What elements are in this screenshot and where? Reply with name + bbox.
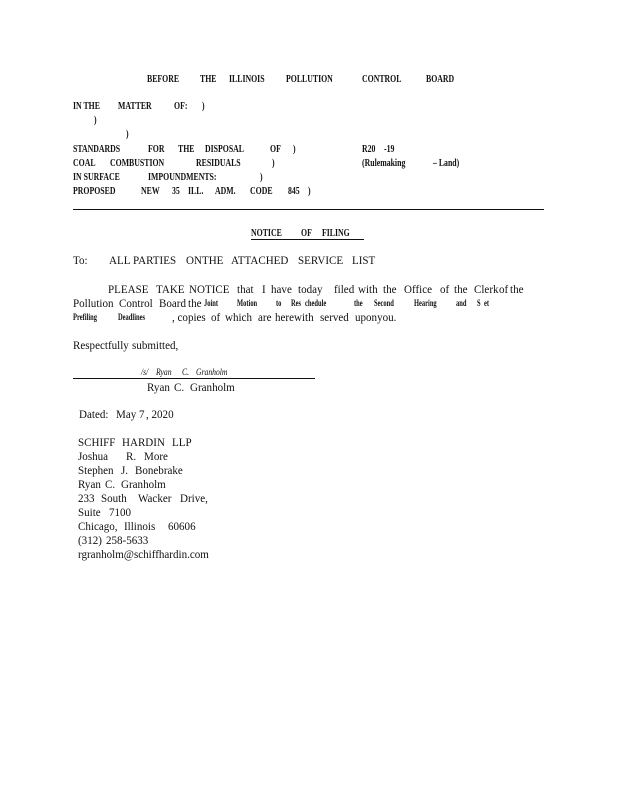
para-word: TAKE bbox=[156, 282, 185, 296]
heading-underline bbox=[251, 239, 364, 240]
document-title-word: chedule bbox=[305, 298, 327, 308]
firm-word: 7100 bbox=[109, 505, 132, 519]
document-title-word: and bbox=[456, 298, 467, 308]
heading-word: NOTICE bbox=[251, 228, 282, 239]
caption-paren: ) bbox=[94, 115, 97, 126]
firm-word: Drive, bbox=[180, 491, 208, 505]
title-word: CONTROL bbox=[362, 74, 402, 85]
firm-word: HARDIN bbox=[122, 435, 165, 449]
para-word: the bbox=[188, 296, 202, 310]
caption-text: IN SURFACE bbox=[73, 172, 120, 183]
firm-word: Chicago, bbox=[78, 519, 118, 533]
para-word: I bbox=[262, 282, 266, 296]
firm-word: Stephen bbox=[78, 463, 114, 477]
heading-word: OF bbox=[301, 228, 312, 239]
firm-word: Illinois bbox=[124, 519, 156, 533]
para-word: Board bbox=[159, 296, 186, 310]
electronic-signature: Granholm bbox=[196, 367, 228, 377]
para-word: uponyou. bbox=[355, 310, 397, 324]
date-label: Dated: bbox=[79, 407, 109, 421]
caption-text: OF bbox=[270, 144, 281, 155]
caption-text: COMBUSTION bbox=[110, 158, 165, 169]
firm-word: (312) bbox=[78, 533, 102, 547]
caption-text: MATTER bbox=[118, 101, 152, 112]
para-word: of bbox=[211, 310, 221, 324]
para-word: PLEASE bbox=[108, 282, 149, 296]
title-word: POLLUTION bbox=[286, 74, 333, 85]
caption-text: COAL bbox=[73, 158, 96, 169]
para-word: Clerk bbox=[474, 282, 499, 296]
firm-word: J. bbox=[121, 463, 129, 477]
para-word: Pollution bbox=[73, 296, 114, 310]
document-title-word: Hearing bbox=[414, 298, 437, 308]
para-word: Office bbox=[404, 282, 433, 296]
firm-word: Bonebrake bbox=[135, 463, 183, 477]
para-word: herewith bbox=[275, 310, 314, 324]
caption-text: NEW bbox=[141, 186, 160, 197]
docket-number: -19 bbox=[384, 144, 395, 155]
docket-type: (Rulemaking bbox=[362, 158, 406, 169]
document-title-word: Motion bbox=[237, 298, 258, 308]
para-word: Control bbox=[119, 296, 153, 310]
to-word: ONTHE bbox=[186, 253, 224, 267]
signature-line bbox=[73, 378, 315, 379]
electronic-signature: C. bbox=[182, 367, 190, 377]
firm-word: Granholm bbox=[121, 477, 166, 491]
firm-word: 258-5633 bbox=[106, 533, 149, 547]
title-word: THE bbox=[200, 74, 217, 85]
para-word: served bbox=[320, 310, 349, 324]
caption-paren: ) bbox=[126, 129, 129, 140]
caption-paren: ) bbox=[293, 144, 296, 155]
para-word: are bbox=[258, 310, 272, 324]
caption-text: PROPOSED bbox=[73, 186, 116, 197]
para-word: today bbox=[298, 282, 323, 296]
document-title-word: et bbox=[484, 298, 490, 308]
document-title-word: Res bbox=[291, 298, 302, 308]
document-title-word: Prefiling bbox=[73, 312, 97, 322]
para-word: which bbox=[225, 310, 252, 324]
to-word: PARTIES bbox=[133, 253, 177, 267]
caption-text: FOR bbox=[148, 144, 165, 155]
firm-word: South bbox=[101, 491, 127, 505]
document-title-word: Joint bbox=[204, 298, 219, 308]
caption-text: CODE bbox=[250, 186, 273, 197]
to-word: ALL bbox=[109, 253, 131, 267]
document-title-word: Deadlines bbox=[118, 312, 146, 322]
para-word: , copies bbox=[172, 310, 206, 324]
caption-text: 35 bbox=[172, 186, 180, 197]
firm-word: Joshua bbox=[78, 449, 109, 463]
caption-divider bbox=[73, 209, 544, 210]
firm-word: C. bbox=[105, 477, 116, 491]
title-word: BEFORE bbox=[147, 74, 180, 85]
para-word: filed bbox=[334, 282, 355, 296]
title-word: ILLINOIS bbox=[229, 74, 265, 85]
caption-paren: ) bbox=[260, 172, 263, 183]
para-word: the bbox=[510, 282, 524, 296]
caption-text: OF: bbox=[174, 101, 188, 112]
para-word: the bbox=[383, 282, 397, 296]
to-word: ATTACHED bbox=[231, 253, 289, 267]
caption-text: RESIDUALS bbox=[196, 158, 241, 169]
caption-text: ADM. bbox=[215, 186, 236, 197]
document-title-word: S bbox=[477, 298, 481, 308]
to-word: SERVICE bbox=[298, 253, 344, 267]
para-word: with bbox=[358, 282, 378, 296]
closing-text: submitted, bbox=[132, 338, 179, 352]
firm-word: Wacker bbox=[138, 491, 172, 505]
firm-word: Ryan bbox=[78, 477, 101, 491]
date-value: , 2020 bbox=[146, 407, 174, 421]
firm-word: SCHIFF bbox=[78, 435, 116, 449]
to-word: LIST bbox=[352, 253, 376, 267]
firm-word: LLP bbox=[172, 435, 192, 449]
caption-paren: ) bbox=[202, 101, 205, 112]
caption-text: ILL. bbox=[188, 186, 204, 197]
electronic-signature: /s/ bbox=[141, 367, 149, 377]
document-title-word: Second bbox=[374, 298, 394, 308]
signer-name: C. bbox=[174, 380, 185, 394]
caption-text: IMPOUNDMENTS: bbox=[148, 172, 217, 183]
firm-word: 233 bbox=[78, 491, 95, 505]
document-title-word: the bbox=[354, 298, 363, 308]
docket-number: R20 bbox=[362, 144, 376, 155]
para-word: of bbox=[499, 282, 509, 296]
caption-text: THE bbox=[178, 144, 195, 155]
docket-type: – Land) bbox=[433, 158, 460, 169]
para-word: NOTICE bbox=[189, 282, 230, 296]
date-value: 7 bbox=[139, 407, 145, 421]
caption-text: STANDARDS bbox=[73, 144, 121, 155]
caption-paren: ) bbox=[272, 158, 275, 169]
caption-text: DISPOSAL bbox=[205, 144, 245, 155]
date-value: May bbox=[116, 407, 137, 421]
caption-paren: ) bbox=[308, 186, 311, 197]
to-label: To: bbox=[73, 253, 88, 267]
caption-text: 845 bbox=[288, 186, 300, 197]
para-word: the bbox=[454, 282, 468, 296]
title-word: BOARD bbox=[426, 74, 455, 85]
firm-word: More bbox=[144, 449, 168, 463]
para-word: of bbox=[440, 282, 450, 296]
closing-text: Respectfully bbox=[73, 338, 129, 352]
firm-email: rgranholm@schiffhardin.com bbox=[78, 547, 209, 561]
signer-name: Granholm bbox=[190, 380, 235, 394]
para-word: that bbox=[237, 282, 254, 296]
para-word: have bbox=[271, 282, 292, 296]
electronic-signature: Ryan bbox=[156, 367, 172, 377]
firm-word: R. bbox=[126, 449, 137, 463]
firm-word: 60606 bbox=[168, 519, 196, 533]
firm-word: Suite bbox=[78, 505, 101, 519]
document-title-word: to bbox=[276, 298, 282, 308]
signer-name: Ryan bbox=[147, 380, 170, 394]
caption-text: IN THE bbox=[73, 101, 100, 112]
heading-word: FILING bbox=[322, 228, 350, 239]
